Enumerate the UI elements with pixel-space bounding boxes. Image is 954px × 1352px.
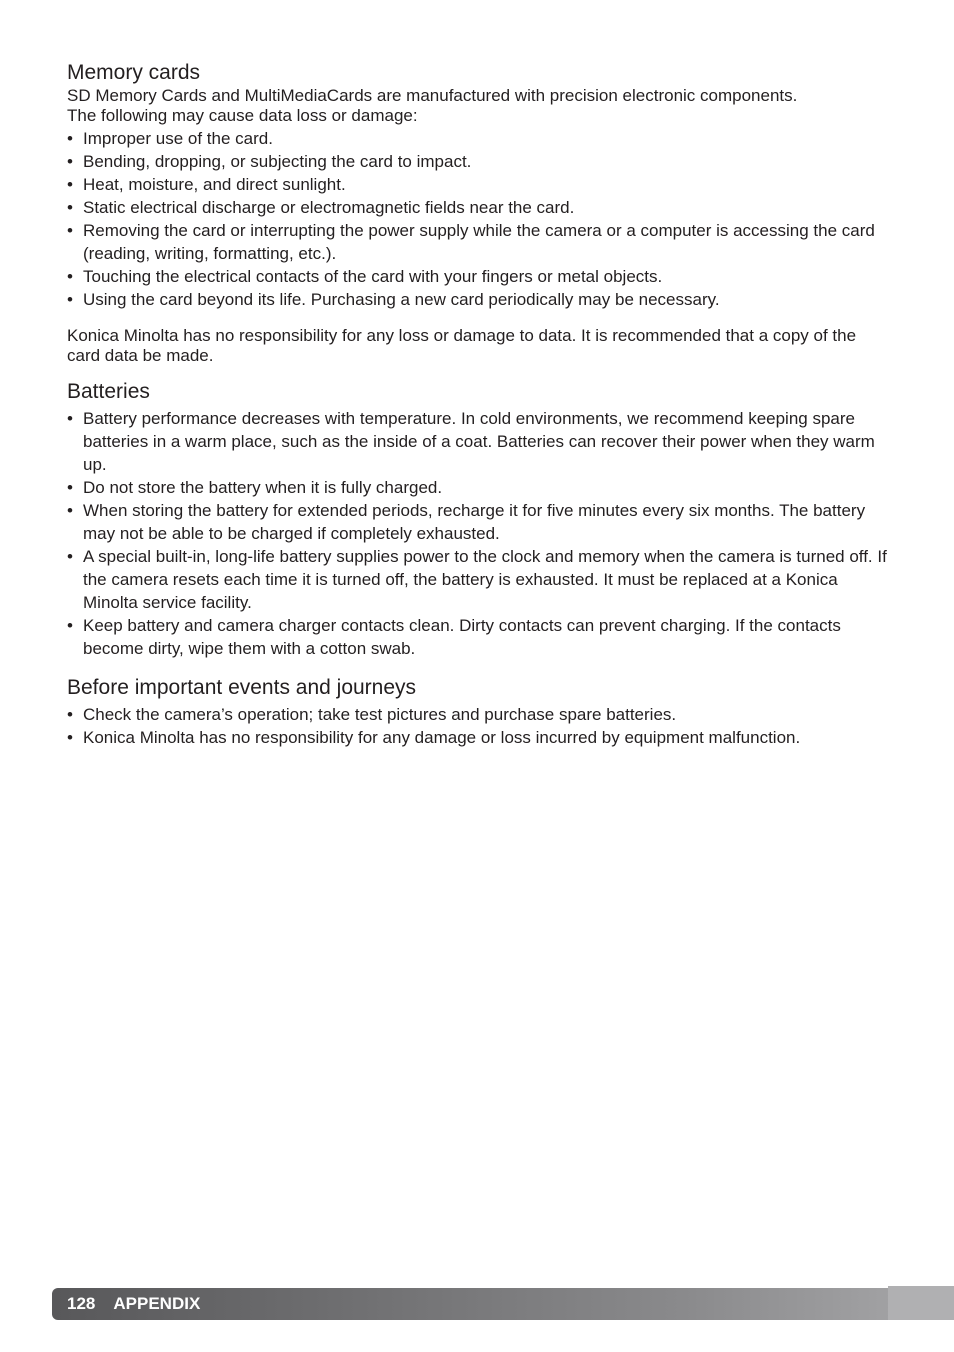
list-item-text: Do not store the battery when it is fully charged. [83,478,443,497]
memory-cards-intro-line2: The following may cause data loss or damage: [67,105,418,125]
memory-cards-intro [67,86,887,125]
list-item-text: Bending, dropping, or subjecting the card to impact. [83,152,472,171]
bullet-icon: • [67,129,73,148]
events-list [67,703,887,749]
batteries-section [67,379,887,660]
list-item-text: Keep battery and camera charger contacts clean. Dirty contacts can prevent charging. If the contacts become dirty, wipe them with a cotton swab. [83,616,841,658]
section-label: APPENDIX [113,1294,201,1313]
events-heading: Before important events and journeys [67,676,417,699]
page-number: 128 [67,1294,96,1313]
bullet-icon: • [67,290,73,309]
batteries-heading: Batteries [67,380,150,403]
list-item [67,196,887,219]
list-item [67,614,887,660]
list-item-text: Touching the electrical contacts of the card with your fingers or metal objects. [83,267,663,286]
bullet-icon: • [67,501,73,520]
bullet-icon: • [67,728,73,747]
list-item-text: Static electrical discharge or electromagnetic fields near the card. [83,198,575,217]
list-item [67,407,887,476]
list-item [67,476,887,499]
list-item-text: Heat, moisture, and direct sunlight. [83,175,346,194]
list-item-text: Removing the card or interrupting the power supply while the camera or a computer is accessing the card (reading, writing, formatting, etc.). [83,221,875,263]
bullet-icon: • [67,175,73,194]
list-item [67,499,887,545]
page-content [67,60,887,749]
list-item-text: A special built-in, long-life battery supplies power to the clock and memory when the camera is turned off. If the camera resets each time it is turned off, the battery is exhausted. It must be replaced at a Konica Minolta service facility. [83,547,887,612]
list-item [67,150,887,173]
bullet-icon: • [67,547,73,566]
list-item-text: Check the camera’s operation; take test pictures and purchase spare batteries. [83,705,677,724]
memory-cards-disclaimer: Konica Minolta has no responsibility for any loss or damage to data. It is recommended that a copy of the card data be made. [67,326,857,365]
bullet-icon: • [67,221,73,240]
bullet-icon: • [67,616,73,635]
bullet-icon: • [67,152,73,171]
list-item [67,288,887,311]
list-item-text: Improper use of the card. [83,129,273,148]
list-item-text: When storing the battery for extended periods, recharge it for five minutes every six months. The battery may not be able to be charged if completely exhausted. [83,501,866,543]
bullet-icon: • [67,198,73,217]
batteries-list [67,407,887,660]
list-item [67,703,887,726]
bullet-icon: • [67,705,73,724]
memory-cards-section [67,60,887,365]
list-item-text: Battery performance decreases with temperature. In cold environments, we recommend keeping spare batteries in a warm place, such as the inside of a coat. Batteries can recover their power when they warm up. [83,409,875,474]
list-item-text: Using the card beyond its life. Purchasing a new card periodically may be necessary. [83,290,720,309]
list-item [67,726,887,749]
events-section [67,675,887,749]
memory-cards-heading: Memory cards [67,61,201,84]
list-item [67,127,887,150]
bullet-icon: • [67,409,73,428]
footer-bar [52,1288,954,1320]
list-item-text: Konica Minolta has no responsibility for any damage or loss incurred by equipment malfunction. [83,728,801,747]
footer-bar-edge [888,1286,954,1320]
memory-cards-intro-line1: SD Memory Cards and MultiMediaCards are manufactured with precision electronic components. [67,86,798,105]
memory-cards-list [67,127,887,311]
list-item [67,173,887,196]
footer-text [67,1288,200,1320]
bullet-icon: • [67,267,73,286]
bullet-icon: • [67,478,73,497]
list-item [67,219,887,265]
list-item [67,545,887,614]
list-item [67,265,887,288]
